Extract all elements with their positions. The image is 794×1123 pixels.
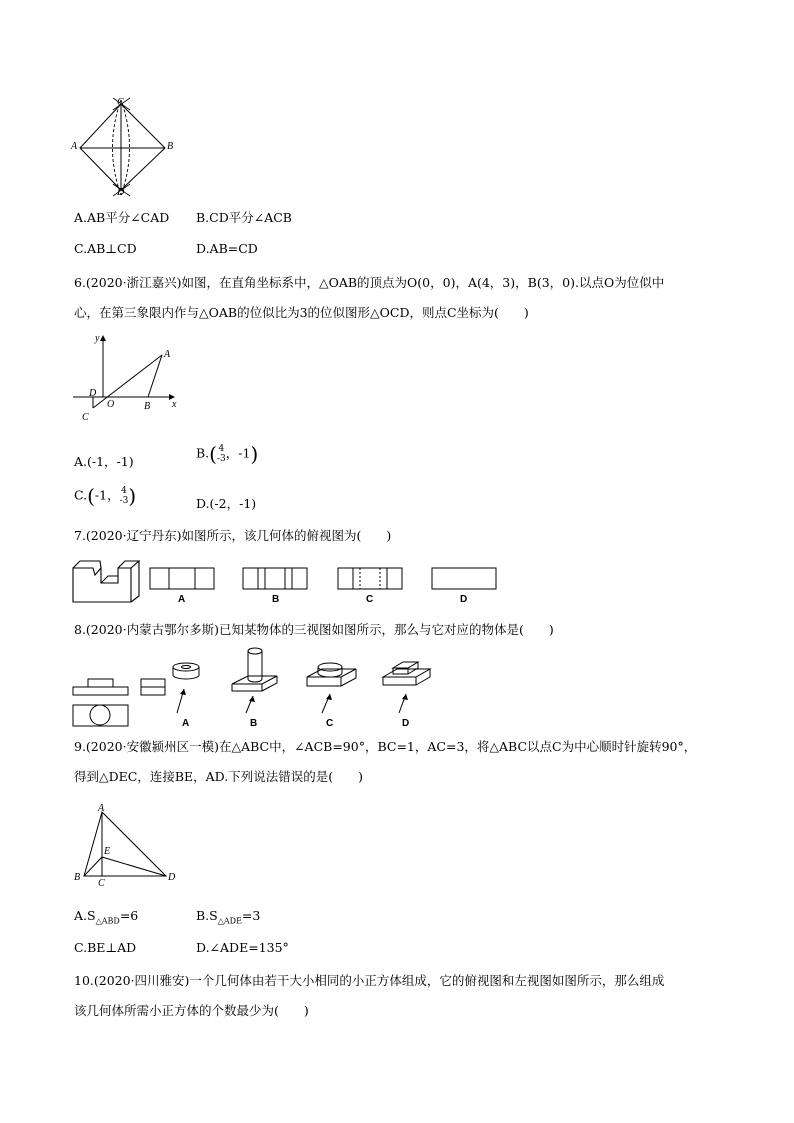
q6-option-c-fraction: 4 -3: [119, 486, 129, 506]
q10-stem-line2: 该几何体所需小正方体的个数最少为( ): [74, 1003, 309, 1018]
q9-label-b: B: [74, 872, 81, 883]
q6-label-y: y: [95, 333, 100, 344]
q6-label-x: x: [172, 399, 177, 410]
q9-stem-line2: 得到△DEC，连接BE，AD.下列说法错误的是( ): [74, 769, 363, 784]
q9-label-c: C: [98, 878, 105, 889]
q6-label-c: C: [82, 412, 89, 423]
q6-label-d: D: [89, 388, 97, 399]
q6-option-b-fraction: 4 -3: [216, 444, 226, 464]
q6-stem-line2: 心，在第三象限内作与△OAB的位似比为3的位似图形△OCD，则点C坐标为( ): [74, 305, 529, 320]
q6-label-a: A: [164, 349, 171, 360]
q7-caption-b: B: [272, 594, 280, 605]
q8-stem-line1: 8.(2020·内蒙古鄂尔多斯)已知某物体的三视图如图所示，那么与它对应的物体是( ): [74, 622, 554, 637]
q9-label-e: E: [104, 846, 111, 857]
q5-label-c: C: [117, 97, 124, 108]
q6-label-o: O: [107, 399, 115, 410]
q7-caption-c: C: [366, 594, 374, 605]
q9-option-b: $B.S_{\triangle ADE}=3$: [196, 908, 261, 926]
q5-option-b: B.CD平分∠ACB: [196, 210, 292, 225]
q7-caption-d: D: [460, 594, 468, 605]
q5-option-d: D.AB=CD: [196, 241, 258, 256]
q9-label-d: D: [168, 872, 176, 883]
q5-label-d: D: [117, 187, 125, 198]
q6-option-d: D.(-2，-1): [196, 496, 257, 511]
q5-option-a: A.AB平分∠CAD: [74, 210, 170, 225]
q6-option-c: C.(-1， 4 -3 ): [74, 484, 137, 508]
q6-option-a: A.(-1，-1): [74, 454, 134, 469]
q9-label-a: A: [98, 803, 105, 814]
q5-option-c: C.AB⊥CD: [74, 241, 137, 256]
q8-caption-c: C: [326, 718, 334, 729]
q8-caption-b: B: [250, 718, 258, 729]
q7-caption-a: A: [178, 594, 186, 605]
q6-label-b: B: [144, 401, 151, 412]
q9-option-a: $A.S_{\triangle ABD}=6$: [74, 908, 139, 926]
q5-label-a: A: [71, 141, 78, 152]
q7-stem-line1: 7.(2020·辽宁丹东)如图所示，该几何体的俯视图为( ): [74, 528, 392, 543]
q6-option-b: B.( 4 -3 ，-1): [196, 442, 259, 466]
q9-option-d: D.∠ADE=135°: [196, 940, 289, 955]
q9-option-c: C.BE⊥AD: [74, 940, 137, 955]
q8-caption-d: D: [402, 718, 410, 729]
q6-stem-line1: 6.(2020·浙江嘉兴)如图，在直角坐标系中，△OAB的顶点为O(0，0)，A(4，3)，B(3，0).以点O为位似中: [74, 275, 665, 290]
q9-stem-line1: 9.(2020·安徽颍州区一模)在△ABC中，∠ACB=90°，BC=1，AC=3，将△ABC以点C为中心顺时针旋转90°，: [74, 739, 697, 754]
q5-label-b: B: [167, 141, 174, 152]
q10-stem-line1: 10.(2020·四川雅安)一个几何体由若干大小相同的小正方体组成，它的俯视图和左视图如图所示，那么组成: [74, 973, 665, 988]
q8-caption-a: A: [182, 718, 190, 729]
